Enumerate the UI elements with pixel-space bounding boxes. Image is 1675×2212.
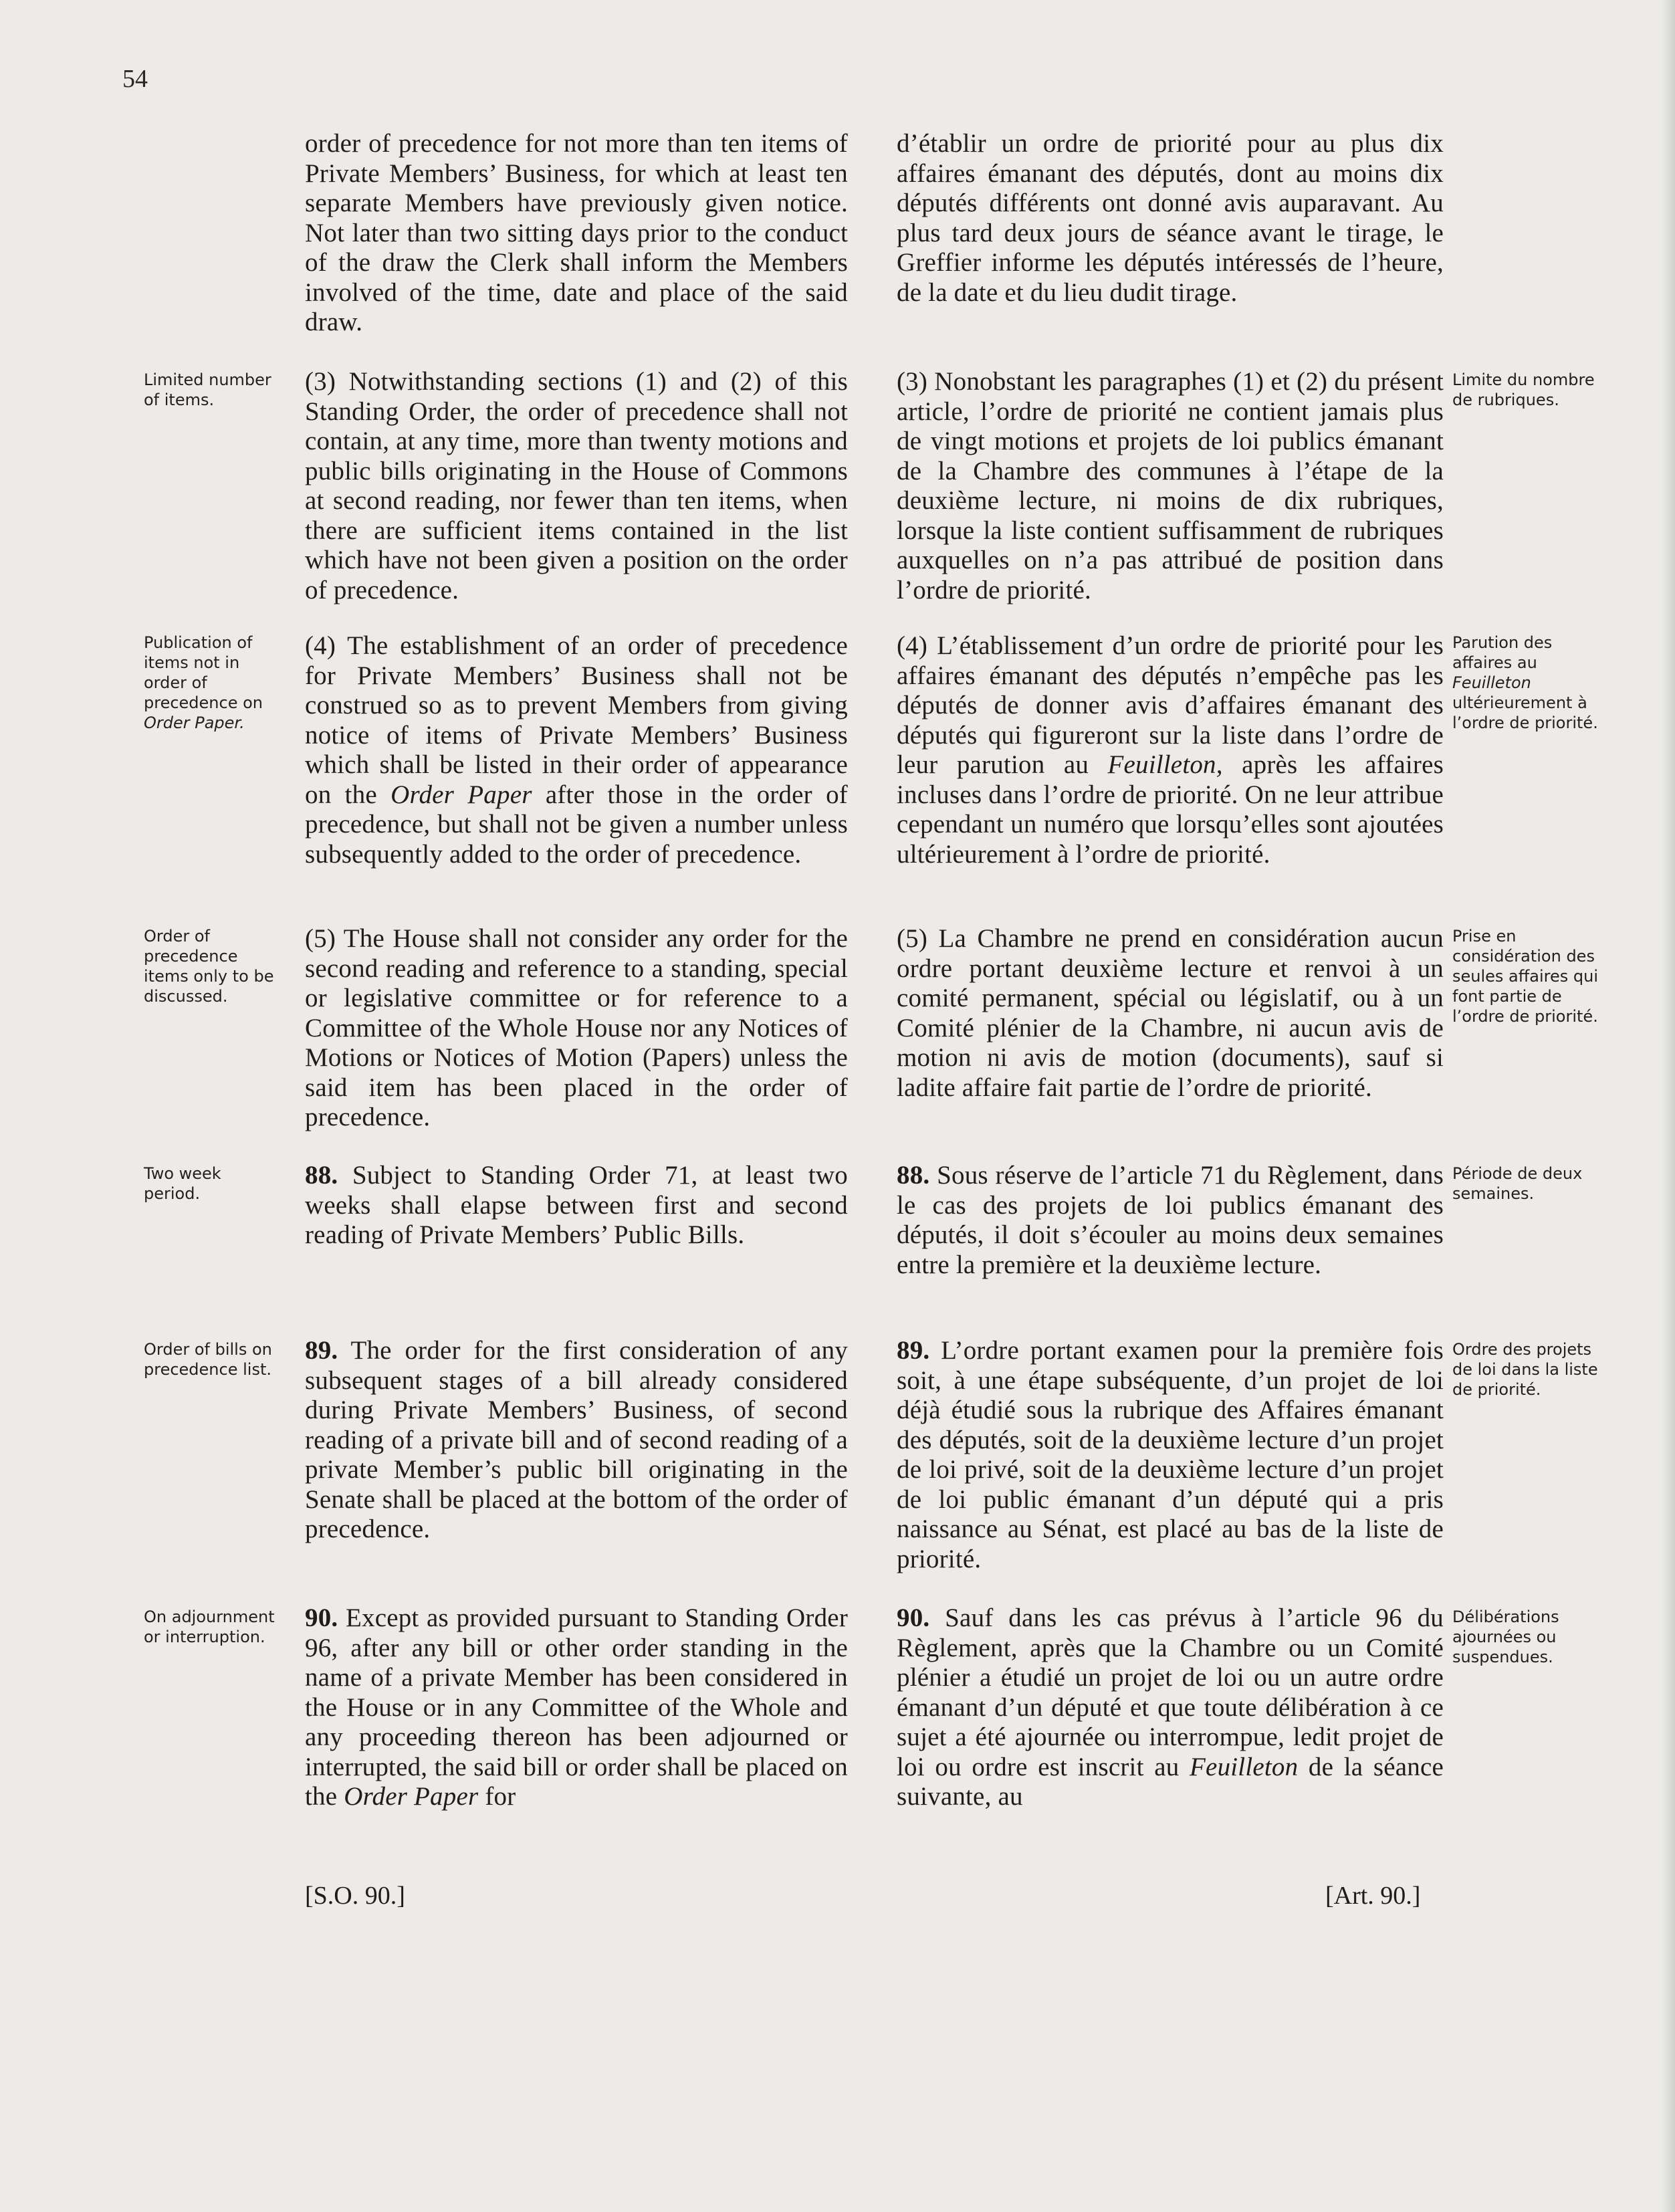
order-items-text-en — [305, 924, 848, 1133]
paragraph-en — [305, 631, 848, 869]
margin-note-order-items-fr: Prise en considération des seules affaires qui font partie de l’ordre de priorité. — [1452, 927, 1599, 1026]
paragraph-en: order of precedence for not more than ten items of Private Members’ Business, for which at least ten separate Members have previously given notice. Not later than two sitting days prior to the conduct of the draw the Clerk shall inform the Members involved of the time, date and place of the said draw. — [305, 129, 848, 336]
paragraph-fr — [897, 631, 1444, 869]
text-span: for — [485, 1782, 516, 1811]
margin-note-limited-en: Limited number of items. — [144, 370, 271, 409]
margin-note-limited-fr: Limite du nombre de rubriques. — [1452, 370, 1595, 409]
margin-note-88-fr: Période de deux semaines. — [1452, 1164, 1583, 1203]
limited-text-fr — [897, 367, 1444, 605]
s88-text-en — [305, 1161, 848, 1250]
limited-text-en — [305, 367, 848, 605]
footer-reference-fr: [Art. 90.] — [1325, 1882, 1421, 1910]
margin-note-90-fr: Délibérations ajournées ou suspendues. — [1452, 1608, 1559, 1666]
text-span: Sauf dans les cas prévus à l’article 96 du Règlement, après que la Chambre ou un Comité plénier a étudié un projet de loi ou un autre ordre émanant d’un député et que toute délibération à ce sujet a été ajournée ou interrompue, ledit projet de loi ou ordre est inscrit au — [897, 1603, 1444, 1781]
margin-note-89-en: Order of bills on precedence list. — [144, 1340, 272, 1379]
s89-text-fr — [897, 1336, 1444, 1574]
paragraph-en — [305, 1336, 848, 1545]
paragraph-fr — [897, 1603, 1444, 1812]
margin-note-90-en: On adjournment or interruption. — [144, 1608, 275, 1646]
s90-text-en — [305, 1603, 848, 1812]
text-span: after those in the order of precedence, but shall not be given a number unless subsequently added to the order of precedence. — [305, 780, 848, 869]
footer-reference-en: [S.O. 90.] — [305, 1882, 405, 1910]
paragraph-fr: d’établir un ordre de priorité pour au plus dix affaires émanant des députés, dont au moins dix députés différents ont donné avis auparavant. Au plus tard deux jours de séance avant le tirage, le Greffier informe les députés intéressés de l’heure, de la date et du lieu dudit tirage. — [897, 129, 1444, 307]
s89-text-en — [305, 1336, 848, 1545]
italic-span: Feuilleton, — [1107, 750, 1223, 779]
text-span: Subject to Standing Order 71, at least two weeks shall elapse between first and second reading of Private Members’ Public Bills. — [305, 1161, 848, 1249]
text-span: (4) L’établissement d’un ordre de priorité pour les affaires émanant des députés n’empêche pas les députés de donner avis d’affaires émanant des députés qui figureront sur la liste dans l’ordre de leur parution au — [897, 631, 1444, 779]
section-number: 90. — [305, 1603, 338, 1632]
publication-text-fr — [897, 631, 1444, 869]
margin-note-italic: Order Paper. — [144, 713, 245, 732]
paragraph-en — [305, 1603, 848, 1812]
publication-text-en — [305, 631, 848, 869]
margin-note-text: Parution des affaires au — [1452, 633, 1553, 672]
text-span: après les affaires incluses dans l’ordre de priorité. On ne leur attribue cependant un numéro que lorsqu’elles sont ajoutées ultérieurement à l’ordre de priorité. — [897, 750, 1444, 869]
text-span: (4) The establishment of an order of precedence for Private Members’ Business shall not be construed so as to prevent Members from giving notice of items of Private Members’ Business which shall be listed in their order of appearance on the — [305, 631, 848, 809]
text-span: Sous réserve de l’article 71 du Règlement, dans le cas des projets de loi publics émanant des députés, il doit s’écouler au moins deux semaines entre la première et la deuxième lecture. — [897, 1161, 1444, 1279]
italic-span: Order Paper — [390, 780, 532, 809]
text-span: Except as provided pursuant to Standing Order 96, after any bill or other order standing in the name of a private Member has been considered in the House or in any Committee of the Whole and any proceeding thereon has been adjourned or interrupted, the said bill or order shall be placed on the — [305, 1603, 849, 1811]
paragraph-fr — [897, 1336, 1444, 1574]
section-number: 88. — [305, 1161, 338, 1190]
margin-note-order-items-en: Order of precedence items only to be discussed. — [144, 927, 274, 1006]
page-number: 54 — [122, 65, 148, 93]
margin-note-italic: Feuilleton — [1452, 673, 1531, 692]
order-items-text-fr — [897, 924, 1444, 1103]
text-span: de la séance suivante, au — [897, 1752, 1444, 1811]
margin-note-publication-en — [144, 633, 277, 733]
margin-note-text: Publication of items not in order of precedence on — [144, 633, 263, 712]
paragraph-en — [305, 1161, 848, 1250]
margin-note-89-fr: Ordre des projets de loi dans la liste de priorité. — [1452, 1340, 1598, 1399]
paragraph-fr — [897, 1161, 1444, 1280]
page-edge-shadow — [1662, 0, 1675, 2212]
paragraph-fr: (5) La Chambre ne prend en considération aucun ordre portant deuxième lecture et renvoi à un comité permanent, spécial ou législatif, ou à un Comité plénier de la Chambre, ni aucun avis de motion ni avis de motion (documents), sauf si ladite affaire fait partie de l’ordre de priorité. — [897, 924, 1444, 1102]
section-number: 88. — [897, 1161, 930, 1190]
paragraph-en: (5) The House shall not consider any order for the second reading and reference to a standing, special or legislative committee or for reference to a Committee of the Whole House nor any Notices of Motions or Notices of Motion (Papers) unless the said item has been placed in the order of precedence. — [305, 924, 848, 1131]
text-span: L’ordre portant examen pour la première fois soit, à une étape subséquente, d’un projet de loi déjà étudié sous la rubrique des Affaires émanant des députés, soit de la deuxième lecture d’un projet de loi privé, soit de la deuxième lecture d’un projet de loi public émanant d’un député qui a pris naissance au Sénat, est placé au bas de la liste de priorité. — [897, 1336, 1444, 1573]
continuation-text-en — [305, 129, 848, 338]
section-number: 89. — [305, 1336, 338, 1365]
paragraph-en: (3) Notwithstanding sections (1) and (2) of this Standing Order, the order of precedence shall not contain, at any time, more than twenty motions and public bills originating in the House of Commons at second reading, nor fewer than ten items, when there are sufficient items contained in the list which have not been given a position on the order of precedence. — [305, 367, 848, 604]
section-number: 89. — [897, 1336, 930, 1365]
section-number: 90. — [897, 1603, 930, 1632]
italic-span: Feuilleton — [1190, 1752, 1299, 1781]
s90-text-fr — [897, 1603, 1444, 1812]
italic-span: Order Paper — [344, 1782, 479, 1811]
paragraph-fr: (3) Nonobstant les paragraphes (1) et (2) du présent article, l’ordre de priorité ne contient jamais plus de vingt motions et projets de loi publics émanant de la Chambre des communes à l’étape de la deuxième lecture, ni moins de dix rubriques, lorsque la liste contient suffisamment de rubriques auxquelles on n’a pas attribué de position dans l’ordre de priorité. — [897, 367, 1444, 604]
continuation-text-fr — [897, 129, 1444, 308]
margin-note-88-en: Two week period. — [144, 1164, 221, 1203]
margin-note-text: ultérieurement à l’ordre de priorité. — [1452, 693, 1598, 732]
margin-note-publication-fr — [1452, 633, 1606, 733]
s88-text-fr — [897, 1161, 1444, 1280]
text-span: The order for the first consideration of any subsequent stages of a bill already considered during Private Members’ Business, of second reading of a private bill and of second reading of a private Member’s public bill originating in the Senate shall be placed at the bottom of the order of precedence. — [305, 1336, 849, 1543]
